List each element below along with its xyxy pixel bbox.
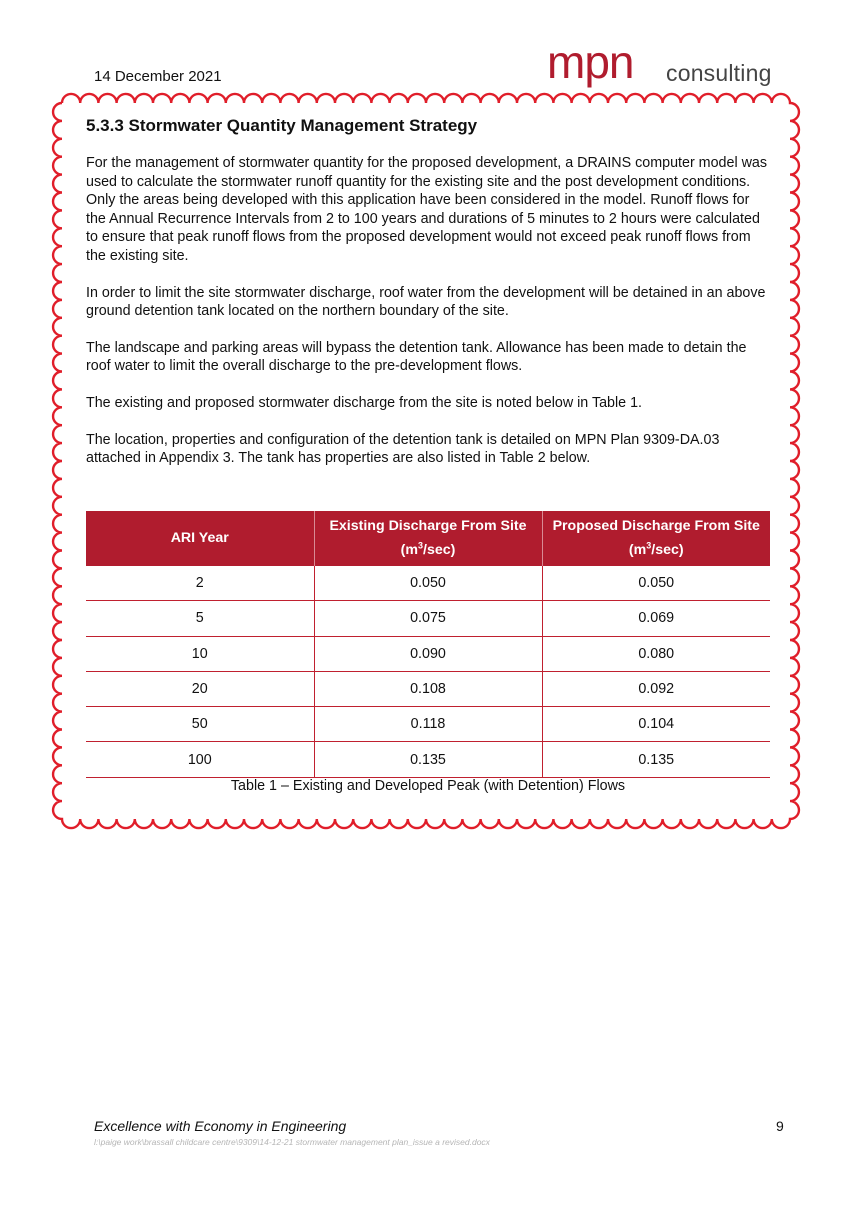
cell-ari: 20 xyxy=(86,671,314,706)
cell-ari: 2 xyxy=(86,566,314,601)
table-row xyxy=(86,742,770,777)
cell-existing: 0.075 xyxy=(314,601,542,636)
table-row xyxy=(86,601,770,636)
cell-proposed: 0.069 xyxy=(542,601,770,636)
footer-tagline: Excellence with Economy in Engineering xyxy=(94,1118,347,1134)
header-proposed-label: Proposed Discharge From Site xyxy=(552,518,760,535)
page-number: 9 xyxy=(776,1118,784,1134)
header-proposed-discharge xyxy=(542,511,770,566)
cell-existing: 0.135 xyxy=(314,742,542,777)
header-ari-year: ARI Year xyxy=(86,511,314,566)
paragraph-bypass: The landscape and parking areas will bypass the detention tank. Allowance has been made to detain the roof water to limit the overall discharge to the pre-development flows. xyxy=(86,339,747,375)
cell-ari: 5 xyxy=(86,601,314,636)
table-caption: Table 1 – Existing and Developed Peak (with Detention) Flows xyxy=(230,778,626,794)
logo-text: consulting xyxy=(666,60,772,86)
cell-proposed: 0.050 xyxy=(542,566,770,601)
cell-existing: 0.108 xyxy=(314,671,542,706)
cell-proposed: 0.080 xyxy=(542,636,770,671)
cell-proposed: 0.092 xyxy=(542,671,770,706)
cell-ari: 10 xyxy=(86,636,314,671)
section-heading: 5.3.3 Stormwater Quantity Management Strategy xyxy=(86,116,478,135)
document-date: 14 December 2021 xyxy=(94,68,222,85)
paragraph-detention-tank: In order to limit the site stormwater discharge, roof water from the development will be detained in an above ground detention tank located on the northern boundary of the site. xyxy=(86,284,766,320)
discharge-table xyxy=(86,511,770,778)
section-content xyxy=(86,116,770,486)
paragraph-table-reference: The existing and proposed stormwater discharge from the site is noted below in Table 1. xyxy=(86,394,643,411)
table-row xyxy=(86,566,770,601)
header-existing-discharge xyxy=(314,511,542,566)
logo-mark: mpn xyxy=(547,44,634,88)
table-row xyxy=(86,707,770,742)
footer-file-path: l:\paige work\brassall childcare centre\9309\14-12-21 stormwater management plan_issue a revised.docx xyxy=(94,1137,490,1147)
cell-proposed: 0.104 xyxy=(542,707,770,742)
paragraph-drains-model: For the management of stormwater quantity for the proposed development, a DRAINS computer model was used to calculate the stormwater runoff quantity for the existing site and the post development conditions. Only the areas being developed with this application have been considered in the model. Runoff flows for the Annual Recurrence Intervals from 2 to 100 years and durations of 5 minutes to 2 hours were calculated to ensure that peak runoff flows from the proposed development would not exceed peak runoff flows from the existing site. xyxy=(86,155,768,264)
header-existing-label: Existing Discharge From Site xyxy=(329,518,527,535)
cell-existing: 0.118 xyxy=(314,707,542,742)
cell-proposed: 0.135 xyxy=(542,742,770,777)
cell-ari: 50 xyxy=(86,707,314,742)
table-row xyxy=(86,636,770,671)
header-proposed-unit: $(m^3/\sec)$ xyxy=(628,540,684,558)
cell-existing: 0.050 xyxy=(314,566,542,601)
header-existing-unit: $(m^3/\sec)$ xyxy=(400,540,456,558)
table-header-row xyxy=(86,511,770,566)
paragraph-tank-location: The location, properties and configuration of the detention tank is detailed on MPN Plan 9309-DA.03 attached in Appendix 3. The tank has properties are also listed in Table 2 below. xyxy=(86,431,720,467)
cell-ari: 100 xyxy=(86,742,314,777)
cell-existing: 0.090 xyxy=(314,636,542,671)
table-row xyxy=(86,671,770,706)
